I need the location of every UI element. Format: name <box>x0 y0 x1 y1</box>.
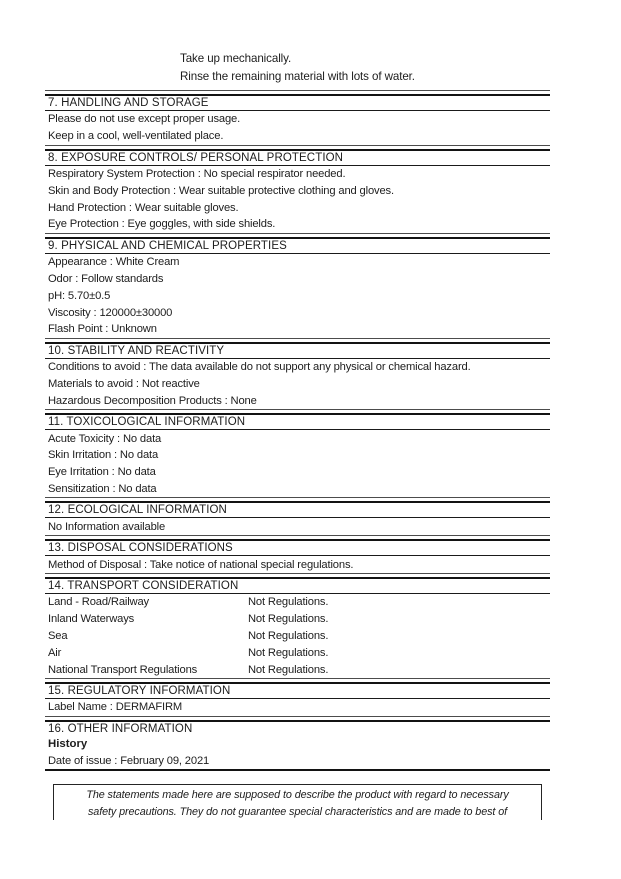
section-title-handling-storage: 7. HANDLING AND STORAGE <box>45 96 550 111</box>
doc-line: Flash Point : Unknown <box>48 323 157 336</box>
doc-line: Hazardous Decomposition Products : None <box>48 394 257 407</box>
transport-regulation-value: Not Regulations. <box>248 646 329 659</box>
transport-regulation-value: Not Regulations. <box>248 629 329 642</box>
continuation-line: Take up mechanically. <box>180 52 292 65</box>
transport-mode-label: Land - Road/Railway <box>48 596 150 609</box>
doc-line: Materials to avoid : Not reactive <box>48 377 200 390</box>
section-title-regulatory: 15. REGULATORY INFORMATION <box>45 684 550 699</box>
doc-line: Keep in a cool, well-ventilated place. <box>48 130 224 143</box>
closing-rule <box>45 769 550 771</box>
doc-line: Skin Irritation : No data <box>48 449 159 462</box>
doc-line: Eye Irritation : No data <box>48 466 156 479</box>
doc-line: Hand Protection : Wear suitable gloves. <box>48 201 239 214</box>
history-subheading: History <box>48 738 88 751</box>
doc-line: Method of Disposal : Take notice of national special regulations. <box>48 558 354 571</box>
continuation-line: Rinse the remaining material with lots of water. <box>180 70 415 83</box>
transport-row <box>45 644 550 661</box>
section-title-other-information: 16. OTHER INFORMATION <box>48 722 193 735</box>
disclaimer-line: safety precautions. They do not guarantee special characteristics and are made to best of <box>87 805 508 818</box>
transport-mode-label: National Transport Regulations <box>48 663 198 676</box>
transport-row <box>45 628 550 645</box>
doc-line: Skin and Body Protection : Wear suitable protective clothing and gloves. <box>48 184 394 197</box>
doc-line: Conditions to avoid : The data available do not support any physical or chemical hazard. <box>48 361 471 374</box>
section-title-ecological: 12. ECOLOGICAL INFORMATION <box>45 503 550 518</box>
transport-regulation-value: Not Regulations. <box>248 596 329 609</box>
doc-line: Eye Protection : Eye goggles, with side shields. <box>48 218 276 231</box>
disclaimer-box <box>53 784 542 820</box>
doc-line: Date of issue : February 09, 2021 <box>48 754 210 767</box>
doc-line: Respiratory System Protection : No special respirator needed. <box>48 167 346 180</box>
transport-mode-label: Inland Waterways <box>48 613 135 626</box>
doc-line: Sensitization : No data <box>48 482 157 495</box>
sds-document-page <box>45 50 550 820</box>
doc-line: Label Name : DERMAFIRM <box>48 701 183 714</box>
transport-row <box>45 594 550 611</box>
transport-row <box>45 611 550 628</box>
section-title-toxicological: 11. TOXICOLOGICAL INFORMATION <box>45 415 550 430</box>
doc-line: No Information available <box>48 520 166 533</box>
section-title-physical-chemical: 9. PHYSICAL AND CHEMICAL PROPERTIES <box>45 239 550 254</box>
section-title-stability-reactivity: 10. STABILITY AND REACTIVITY <box>45 344 550 359</box>
doc-line: Please do not use except proper usage. <box>48 113 241 126</box>
transport-regulation-value: Not Regulations. <box>248 663 329 676</box>
doc-line: Appearance : White Cream <box>48 256 180 269</box>
transport-row <box>45 661 550 678</box>
disclaimer-line: The statements made here are supposed to describe the product with regard to necessary <box>86 789 509 802</box>
section-title-exposure-controls: 8. EXPOSURE CONTROLS/ PERSONAL PROTECTION <box>45 151 550 166</box>
transport-regulation-value: Not Regulations. <box>248 613 329 626</box>
doc-line: Acute Toxicity : No data <box>48 432 162 445</box>
doc-line: pH: 5.70±0.5 <box>48 289 111 302</box>
section-title-transport: 14. TRANSPORT CONSIDERATION <box>45 579 550 594</box>
previous-section-continuation <box>45 50 550 86</box>
section-title-disposal: 13. DISPOSAL CONSIDERATIONS <box>45 541 550 556</box>
doc-line: Viscosity : 120000±30000 <box>48 306 173 319</box>
transport-mode-label: Sea <box>48 629 68 642</box>
transport-mode-label: Air <box>48 646 62 659</box>
doc-line: Odor : Follow standards <box>48 272 164 285</box>
